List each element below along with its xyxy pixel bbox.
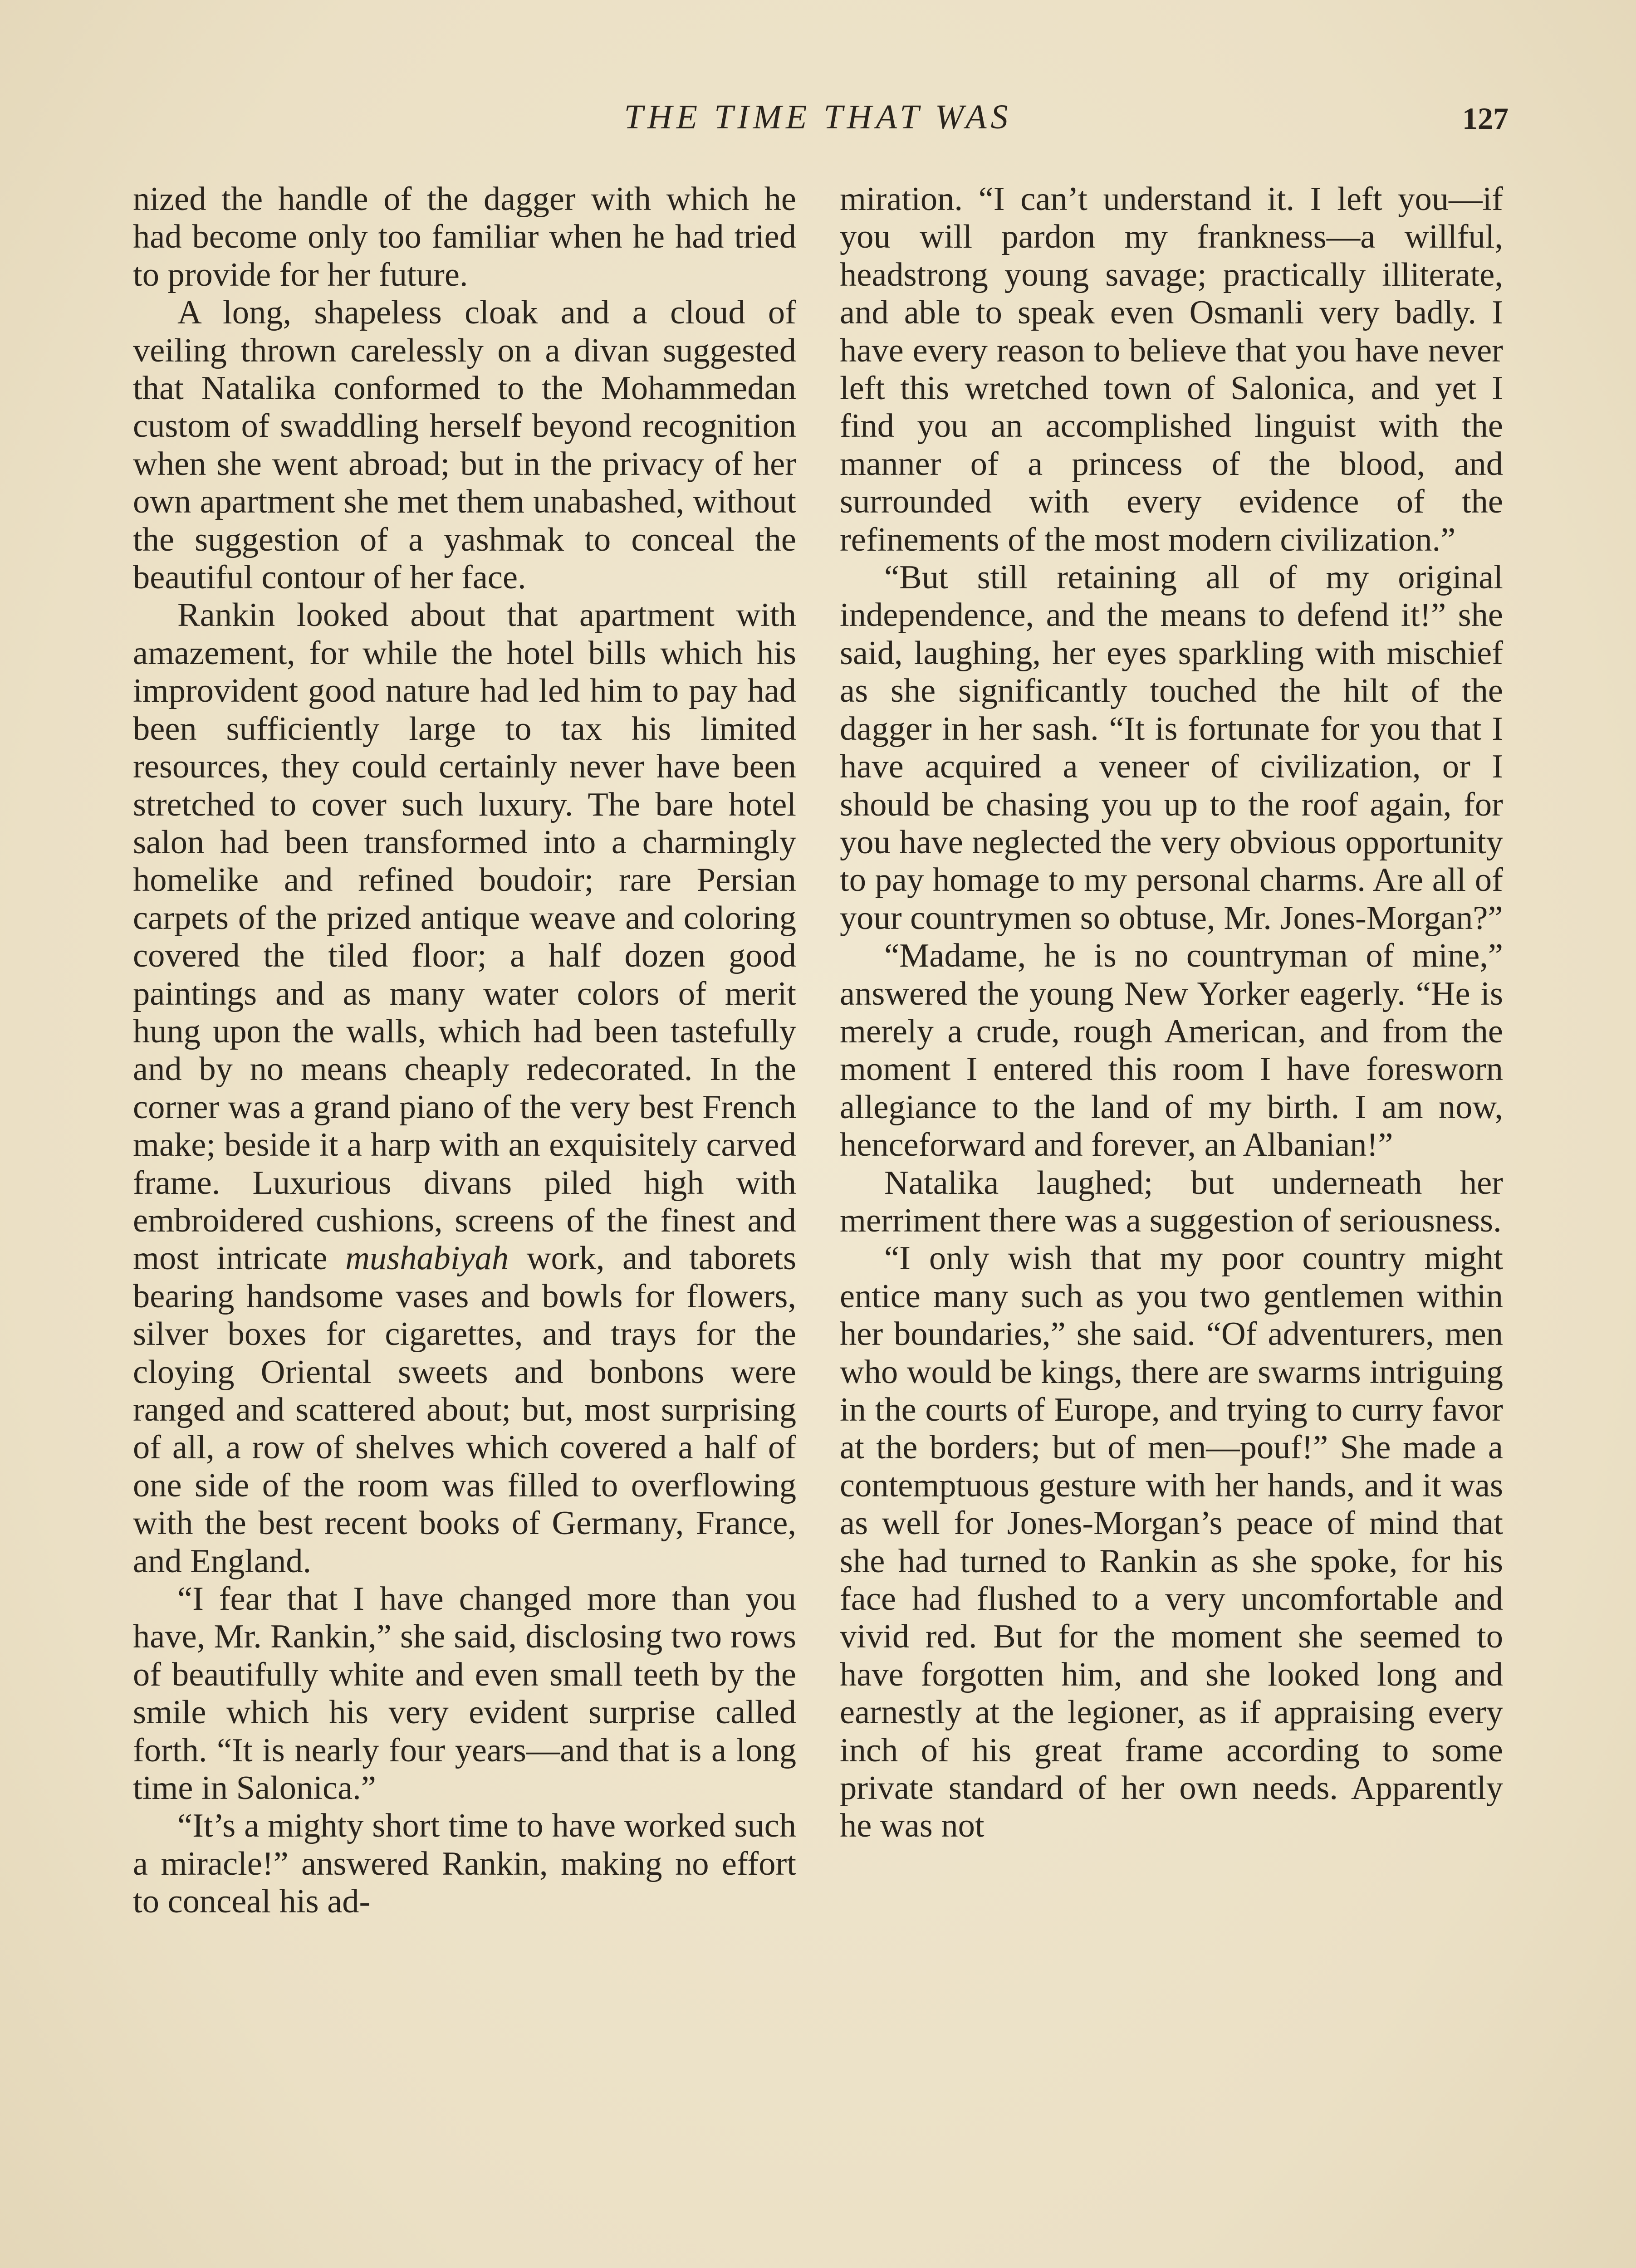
paragraph: “It’s a mighty short time to have worked such a miracle!” answered Rankin, making no effort to conceal his ad- [133,1807,796,1921]
right-column [840,181,1503,1845]
left-column [133,181,796,1921]
paragraph: “I only wish that my poor country might entice many such as you two gentlemen within her boundaries,” she said. “Of adventurers, men who would be kings, there are swarms intriguing in the courts of Europe, and trying to curry favor at the borders; but of men—pouf!” She made a contemptuous gesture with her hands, and it was as well for Jones-Morgan’s peace of mind that she had turned to Rankin as she spoke, for his face had flushed to a very uncomfortable and vivid red. But for the moment she seemed to have forgotten him, and she looked long and earnestly at the legioner, as if appraising every inch of his great frame according to some private standard of her own needs. Apparently he was not [840,1240,1503,1845]
paragraph: A long, shapeless cloak and a cloud of veiling thrown carelessly on a divan suggested that Natalika conformed to the Mohammedan custom of swaddling herself beyond recognition when she went abroad; but in the privacy of her own apartment she met them unabashed, without the suggestion of a yashmak to conceal the beautiful contour of her face. [133,294,796,596]
paragraph: “Madame, he is no countryman of mine,” answered the young New Yorker eagerly. “He is merely a crude, rough American, and from the moment I entered this room I have foresworn allegiance to the land of my birth. I am now, henceforward and forever, an Albanian!” [840,937,1503,1164]
paragraph [133,596,796,1580]
italic-term: mushabiyah [345,1240,509,1277]
paragraph: “I fear that I have changed more than you have, Mr. Rankin,” she said, disclosing two rows of beautifully white and even small teeth by the smile which his very evident surprise called forth. “It is nearly four years—and that is a long time in Salonica.” [133,1580,796,1807]
paragraph: miration. “I can’t understand it. I left you—if you will pardon my frankness—a willful, headstrong young savage; practically illiterate, and able to speak even Osmanli very badly. I have every reason to believe that you have never left this wretched town of Salonica, and yet I find you an accomplished linguist with the manner of a princess of the blood, and surrounded with every evidence of the refinements of the most modern civilization.” [840,181,1503,558]
paragraph-text: work, and taborets bearing handsome vases and bowls for flowers, silver boxes for cigarettes, and trays for the cloying Oriental sweets and bonbons were ranged and scattered about; but, most surprising of all, a row of shelves which covered a half of one side of the room was filled to overflowing with the best recent books of Germany, France, and England. [133,1240,796,1580]
paragraph: Natalika laughed; but underneath her merriment there was a suggestion of seriousness. [840,1164,1503,1239]
paragraph: “But still retaining all of my original independence, and the means to defend it!” she said, laughing, her eyes sparkling with mischief as she significantly touched the hilt of the dagger in her sash. “It is fortunate for you that I have acquired a veneer of civilization, or I should be chasing you up to the roof again, for you have neglected the very obvious opportunity to pay homage to my personal charms. Are all of your countrymen so obtuse, Mr. Jones-Morgan?” [840,559,1503,937]
page-number: 127 [1462,101,1509,136]
paragraph-text: Rankin looked about that apartment with amazement, for while the hotel bills which his improvident good nature had led him to pay had been sufficiently large to tax his limited resources, they could certainly never have been stretched to cover such luxury. The bare hotel salon had been transformed into a charmingly homelike and refined boudoir; rare Persian carpets of the prized antique weave and coloring covered the tiled floor; a half dozen good paintings and as many water colors of merit hung upon the walls, which had been tastefully and by no means cheaply redecorated. In the corner was a grand piano of the very best French make; beside it a harp with an exquisitely carved frame. Luxurious divans piled high with embroidered cushions, screens of the finest and most intricate [133,596,796,1277]
paragraph: nized the handle of the dagger with which he had become only too familiar when he had tried to provide for her future. [133,181,796,293]
running-title: THE TIME THAT WAS [624,98,1012,136]
